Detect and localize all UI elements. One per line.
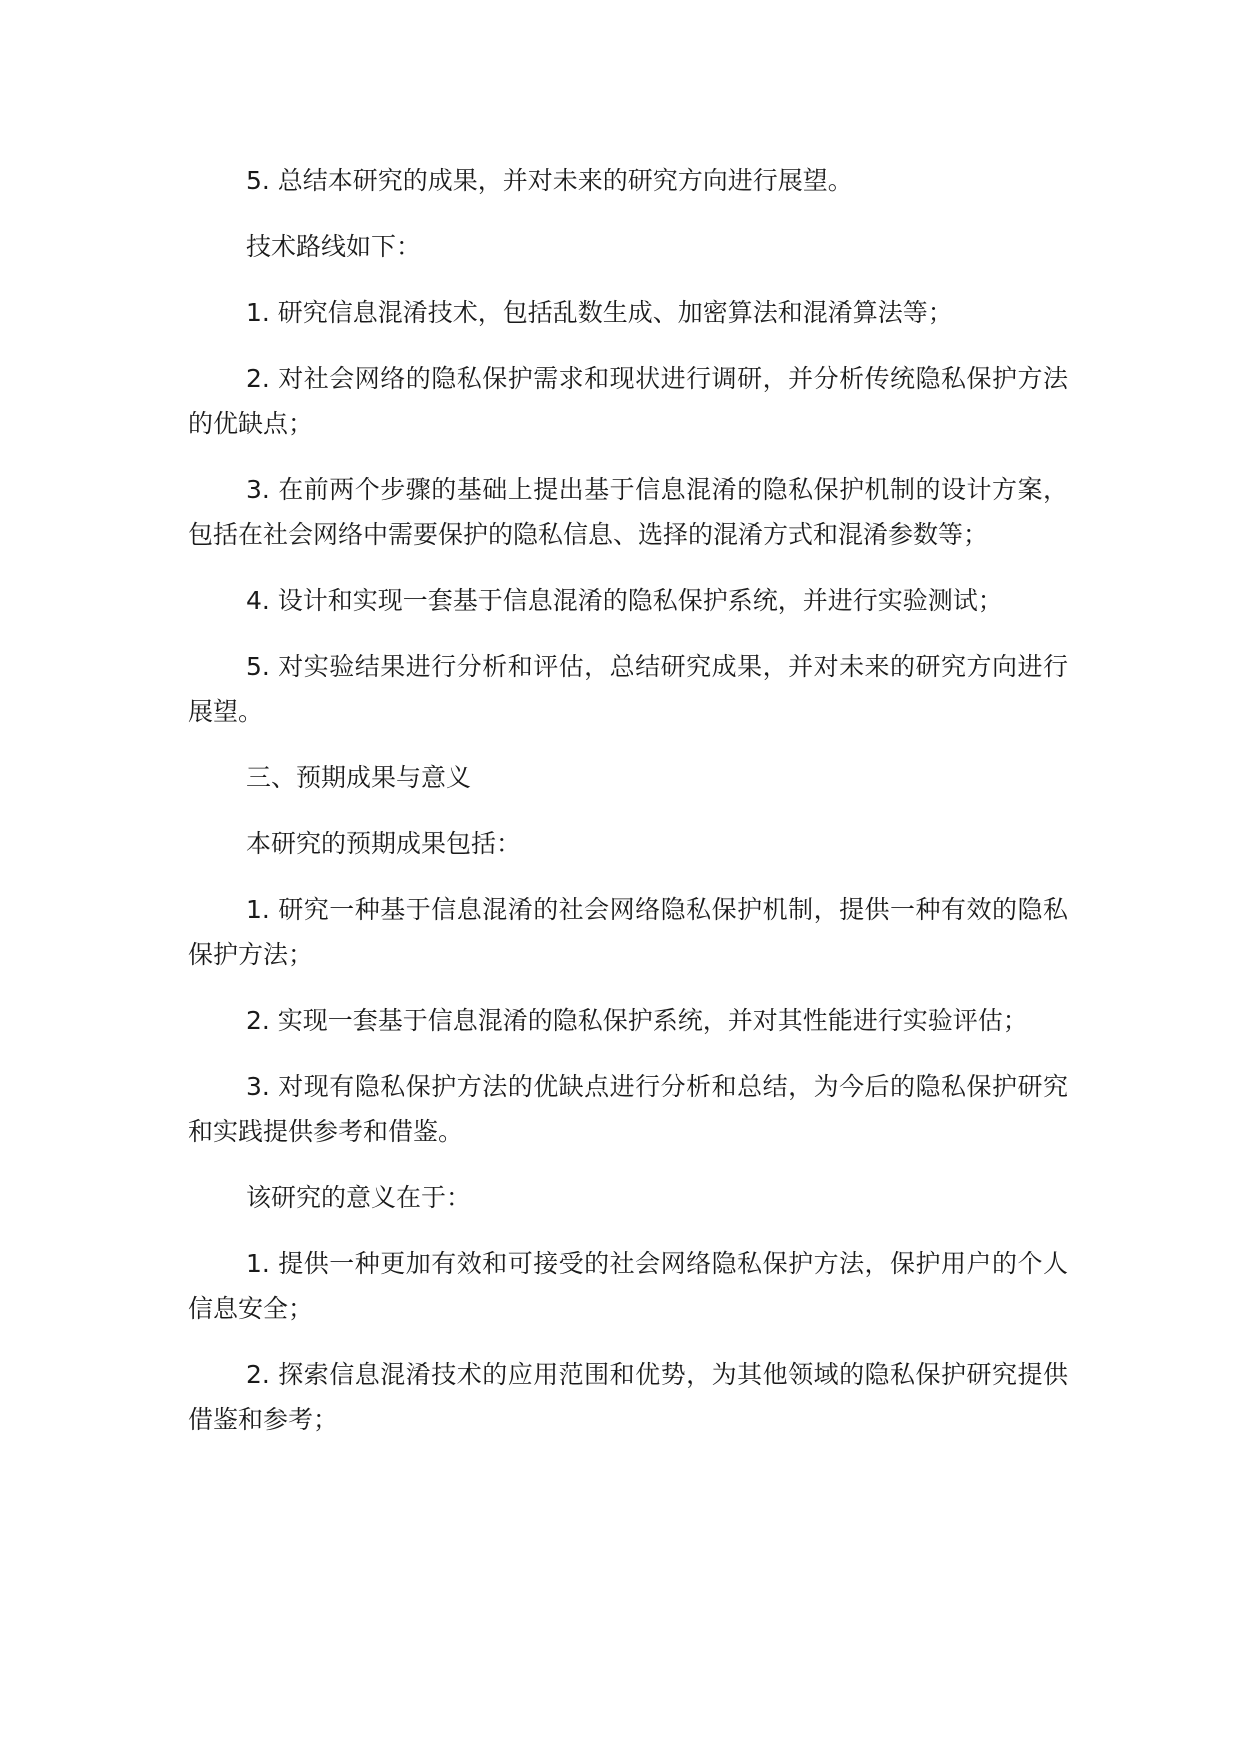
paragraph-significance-intro: 该研究的意义在于： <box>246 1183 472 1212</box>
paragraph-technical-route-heading: 技术路线如下： <box>246 232 422 261</box>
paragraph-significance-2: 2. 探索信息混淆技术的应用范围和优势，为其他领域的隐私保护研究提供借鉴和参考； <box>188 1360 1068 1434</box>
paragraph-route-step-2: 2. 对社会网络的隐私保护需求和现状进行调研，并分析传统隐私保护方法的优缺点； <box>188 364 1068 438</box>
section-heading-expected-results: 三、预期成果与意义 <box>246 763 472 792</box>
paragraph-route-step-1: 1. 研究信息混淆技术，包括乱数生成、加密算法和混淆算法等； <box>246 298 953 327</box>
paragraph-route-step-3: 3. 在前两个步骤的基础上提出基于信息混淆的隐私保护机制的设计方案，包括在社会网络中需要保护的隐私信息、选择的混淆方式和混淆参数等； <box>188 475 1068 549</box>
document-body <box>188 158 1068 1463</box>
paragraph-result-3: 3. 对现有隐私保护方法的优缺点进行分析和总结，为今后的隐私保护研究和实践提供参考和借鉴。 <box>188 1072 1068 1146</box>
paragraph-result-2: 2. 实现一套基于信息混淆的隐私保护系统，并对其性能进行实验评估； <box>246 1006 1028 1035</box>
paragraph-significance-1: 1. 提供一种更加有效和可接受的社会网络隐私保护方法，保护用户的个人信息安全； <box>188 1249 1068 1323</box>
paragraph-summary-step-5: 5. 总结本研究的成果，并对未来的研究方向进行展望。 <box>246 166 853 195</box>
paragraph-route-step-4: 4. 设计和实现一套基于信息混淆的隐私保护系统，并进行实验测试； <box>246 586 1003 615</box>
paragraph-expected-results-intro: 本研究的预期成果包括： <box>246 829 522 858</box>
paragraph-result-1: 1. 研究一种基于信息混淆的社会网络隐私保护机制，提供一种有效的隐私保护方法； <box>188 895 1068 969</box>
paragraph-route-step-5: 5. 对实验结果进行分析和评估，总结研究成果，并对未来的研究方向进行展望。 <box>188 652 1068 726</box>
